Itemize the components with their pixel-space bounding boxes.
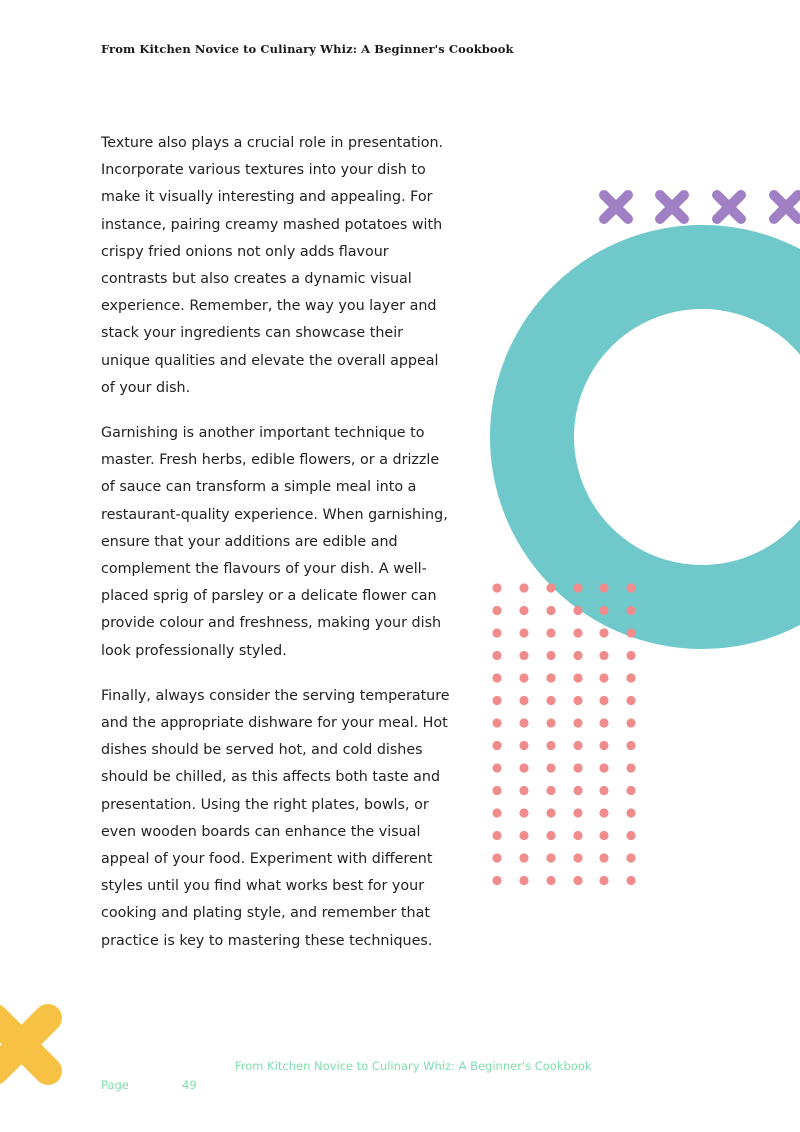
- coral-dot: [626, 696, 635, 705]
- coral-dot: [573, 718, 582, 727]
- coral-dot: [626, 628, 635, 637]
- coral-dot: [546, 651, 555, 660]
- coral-dot: [546, 673, 555, 682]
- coral-dot: [492, 628, 501, 637]
- coral-dot: [492, 696, 501, 705]
- coral-dot: [519, 763, 528, 772]
- purple-cross-4: [774, 195, 798, 219]
- coral-dot: [546, 763, 555, 772]
- coral-dot: [546, 628, 555, 637]
- coral-dot: [492, 718, 501, 727]
- coral-dot: [546, 583, 555, 592]
- coral-dot: [492, 583, 501, 592]
- coral-dot: [519, 741, 528, 750]
- coral-dot: [599, 606, 608, 615]
- coral-dot: [492, 853, 501, 862]
- coral-dot: [599, 808, 608, 817]
- coral-dot: [492, 808, 501, 817]
- coral-dot: [519, 673, 528, 682]
- footer-title: From Kitchen Novice to Culinary Whiz: A Beginner's Cookbook: [235, 1059, 592, 1073]
- paragraph-texture: Texture also plays a crucial role in presentation. Incorporate various textures into your dish to make it visually interesting and appealing. For instance, pairing creamy mashed potatoes with crispy fried onions not only adds flavour contrasts but also creates a dynamic visual experience. Remember, the way you layer and stack your ingredients can showcase their unique qualities and elevate the overall appeal of your dish.: [101, 135, 444, 396]
- footer-page-label: Page: [101, 1078, 129, 1092]
- coral-dot: [626, 606, 635, 615]
- coral-dot: [492, 876, 501, 885]
- coral-dot: [519, 808, 528, 817]
- coral-dot: [573, 763, 582, 772]
- purple-cross-3: [717, 195, 741, 219]
- coral-dot: [573, 628, 582, 637]
- coral-dot: [492, 651, 501, 660]
- coral-dot: [599, 876, 608, 885]
- coral-dot: [573, 651, 582, 660]
- coral-dot: [599, 831, 608, 840]
- coral-dot: [599, 673, 608, 682]
- coral-dot: [626, 741, 635, 750]
- coral-dot: [573, 583, 582, 592]
- coral-dot: [626, 673, 635, 682]
- coral-dot: [492, 673, 501, 682]
- coral-dot: [573, 876, 582, 885]
- coral-dot: [599, 763, 608, 772]
- purple-cross-2: [660, 195, 684, 219]
- coral-dot: [599, 651, 608, 660]
- coral-dot: [546, 741, 555, 750]
- coral-dot: [546, 696, 555, 705]
- coral-dot: [573, 853, 582, 862]
- coral-dot: [599, 853, 608, 862]
- coral-dot: [519, 718, 528, 727]
- coral-dot: [573, 673, 582, 682]
- coral-dot: [546, 876, 555, 885]
- coral-dot: [573, 696, 582, 705]
- coral-dot: [626, 651, 635, 660]
- coral-dot: [626, 853, 635, 862]
- coral-dot: [599, 718, 608, 727]
- coral-dot: [626, 876, 635, 885]
- body-text: [101, 130, 451, 973]
- coral-dot: [573, 786, 582, 795]
- coral-dot: [492, 831, 501, 840]
- purple-cross-1: [604, 195, 628, 219]
- coral-dot: [599, 628, 608, 637]
- page-number: 49: [182, 1078, 197, 1092]
- coral-dot: [626, 763, 635, 772]
- coral-dot: [599, 583, 608, 592]
- coral-dot: [492, 763, 501, 772]
- coral-dot: [519, 853, 528, 862]
- purple-cross-row: [604, 195, 798, 219]
- paragraph-serving: Finally, always consider the serving temperature and the appropriate dishware for your meal. Hot dishes should be served hot, and cold dishes should be chilled, as this affects both taste and presentation. Using the right plates, bowls, or even wooden boards can enhance the visual appeal of your food. Experiment with different styles until you find what works best for your cooking and plating style, and remember that practice is key to mastering these techniques.: [101, 687, 450, 949]
- coral-dot: [519, 606, 528, 615]
- coral-dot: [626, 808, 635, 817]
- coral-dot: [599, 696, 608, 705]
- coral-dot: [519, 831, 528, 840]
- coral-dot: [573, 606, 582, 615]
- coral-dot: [519, 786, 528, 795]
- coral-dot: [546, 808, 555, 817]
- yellow-cross-shape: [0, 1018, 48, 1071]
- coral-dot: [546, 606, 555, 615]
- coral-dot: [599, 741, 608, 750]
- coral-dot: [626, 786, 635, 795]
- coral-dot: [626, 583, 635, 592]
- coral-dot: [519, 876, 528, 885]
- coral-dot: [492, 606, 501, 615]
- coral-dot: [546, 786, 555, 795]
- coral-dot: [492, 786, 501, 795]
- coral-dot: [519, 696, 528, 705]
- coral-dot: [546, 853, 555, 862]
- teal-ring-shape: [532, 267, 800, 607]
- paragraph-garnishing: Garnishing is another important technique to master. Fresh herbs, edible flowers, or a drizzle of sauce can transform a simple meal into a restaurant-quality experience. When garnishing, ensure that your additions are edible and complement the flavours of your dish. A well-placed sprig of parsley or a delicate flower can provide colour and freshness, making your dish look professionally styled.: [101, 425, 448, 659]
- coral-dot: [626, 718, 635, 727]
- coral-dot: [573, 831, 582, 840]
- coral-dot: [626, 831, 635, 840]
- coral-dot: [519, 583, 528, 592]
- coral-dot: [492, 741, 501, 750]
- coral-dot: [573, 741, 582, 750]
- coral-dot: [599, 786, 608, 795]
- coral-dot: [546, 718, 555, 727]
- coral-dot: [519, 628, 528, 637]
- coral-dot: [519, 651, 528, 660]
- running-header: From Kitchen Novice to Culinary Whiz: A Beginner's Cookbook: [101, 42, 514, 56]
- coral-dot: [546, 831, 555, 840]
- coral-dot: [573, 808, 582, 817]
